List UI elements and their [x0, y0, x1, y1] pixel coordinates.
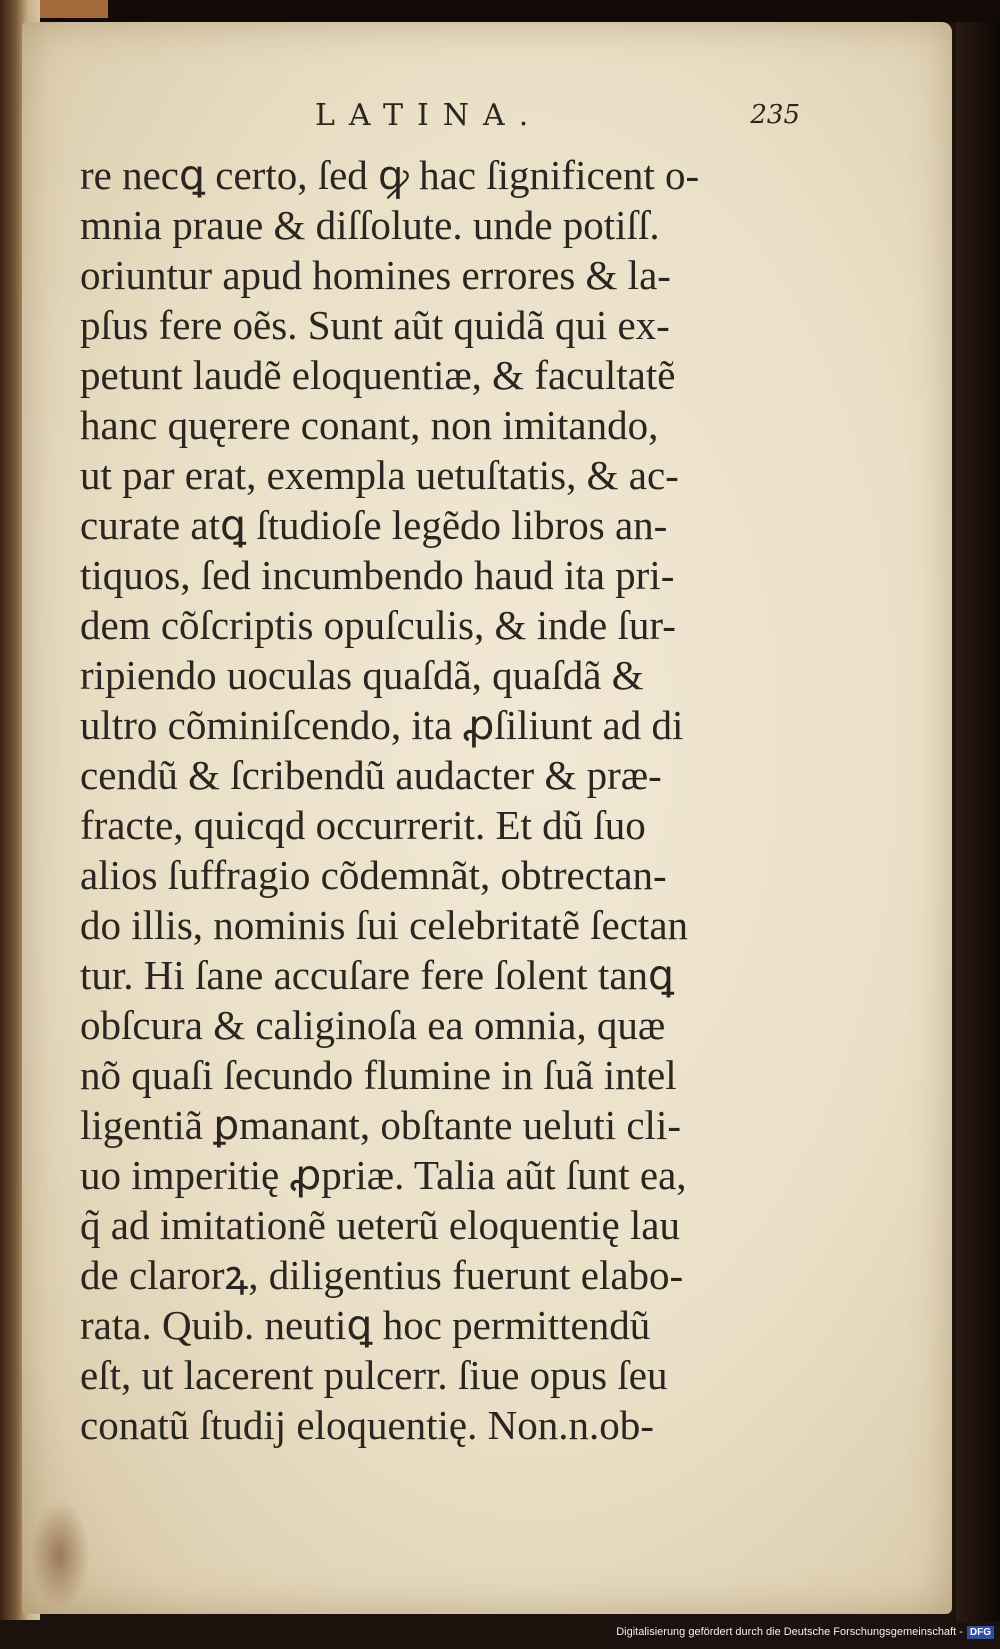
text-line: obſcura & caliginoſa ea omnia, quæ	[80, 1002, 666, 1048]
scan-right-border	[956, 22, 1000, 1622]
text-line: curate atꝗ ſtudioſe legẽdo libros an-	[80, 502, 668, 548]
text-line: hanc quęrere conant, non imitando,	[80, 402, 659, 448]
text-line: oriuntur apud homines errores & la-	[80, 252, 671, 298]
text-line: conatũ ſtudij eloquentię. Non.n.ob-	[80, 1402, 654, 1448]
text-line: cendũ & ſcribendũ audacter & præ-	[80, 752, 662, 798]
text-line: tiquos, ſed incumbendo haud ita pri-	[80, 552, 675, 598]
text-line: re necꝗ certo, ſed ꝙ hac ſignificent o-	[80, 152, 700, 198]
text-line: alios ſuffragio cõdemnãt, obtrectan-	[80, 852, 667, 898]
running-title: LATINA.	[315, 98, 543, 133]
digitization-credit	[616, 1623, 994, 1641]
text-line: ut par erat, exempla uetuſtatis, & ac-	[80, 452, 679, 498]
page-stain	[30, 1500, 90, 1610]
text-line: rata. Quib. neutiꝗ hoc permittendũ	[80, 1302, 651, 1348]
text-line: fracte, quicqd occurrerit. Et dũ ſuo	[80, 802, 646, 848]
text-line: petunt laudẽ eloquentiæ, & facultatẽ	[80, 352, 676, 398]
dfg-logo: DFG	[967, 1626, 994, 1639]
text-line: uo imperitię ꝓpriæ. Talia aũt ſunt ea,	[80, 1152, 687, 1198]
running-head	[80, 98, 800, 138]
text-line: q̃ ad imitationẽ ueterũ eloquentię lau	[80, 1202, 680, 1248]
scan-top-border	[0, 0, 1000, 22]
text-line: eſt, ut lacerent pulcerr. ſiue opus ſeu	[80, 1352, 668, 1398]
text-line: ligentiã ꝑmanant, obſtante ueluti cli-	[80, 1102, 681, 1148]
text-line: mnia praue & diſſolute. unde potiſſ.	[80, 202, 660, 248]
text-line: de clarorꝝ, diligentius fuerunt elabo-	[80, 1252, 684, 1298]
text-line: tur. Hi ſane accuſare fere ſolent tanꝗ	[80, 952, 675, 998]
text-line: ultro cõminiſcendo, ita ꝓſiliunt ad di	[80, 702, 684, 748]
body-text	[80, 150, 800, 1450]
text-line: dem cõſcriptis opuſculis, & inde ſur-	[80, 602, 676, 648]
text-line: do illis, nominis ſui celebritatẽ ſectan	[80, 902, 689, 948]
credit-text: Digitalisierung gefördert durch die Deutsche Forschungsgemeinschaft -	[616, 1626, 963, 1638]
text-line: pſus fere oẽs. Sunt aũt quidã qui ex-	[80, 302, 670, 348]
page-number: 235	[750, 100, 800, 130]
text-line: nõ quaſi ſecundo flumine in ſuã intel	[80, 1052, 677, 1098]
text-line: ripiendo uoculas quaſdã, quaſdã &	[80, 652, 644, 698]
